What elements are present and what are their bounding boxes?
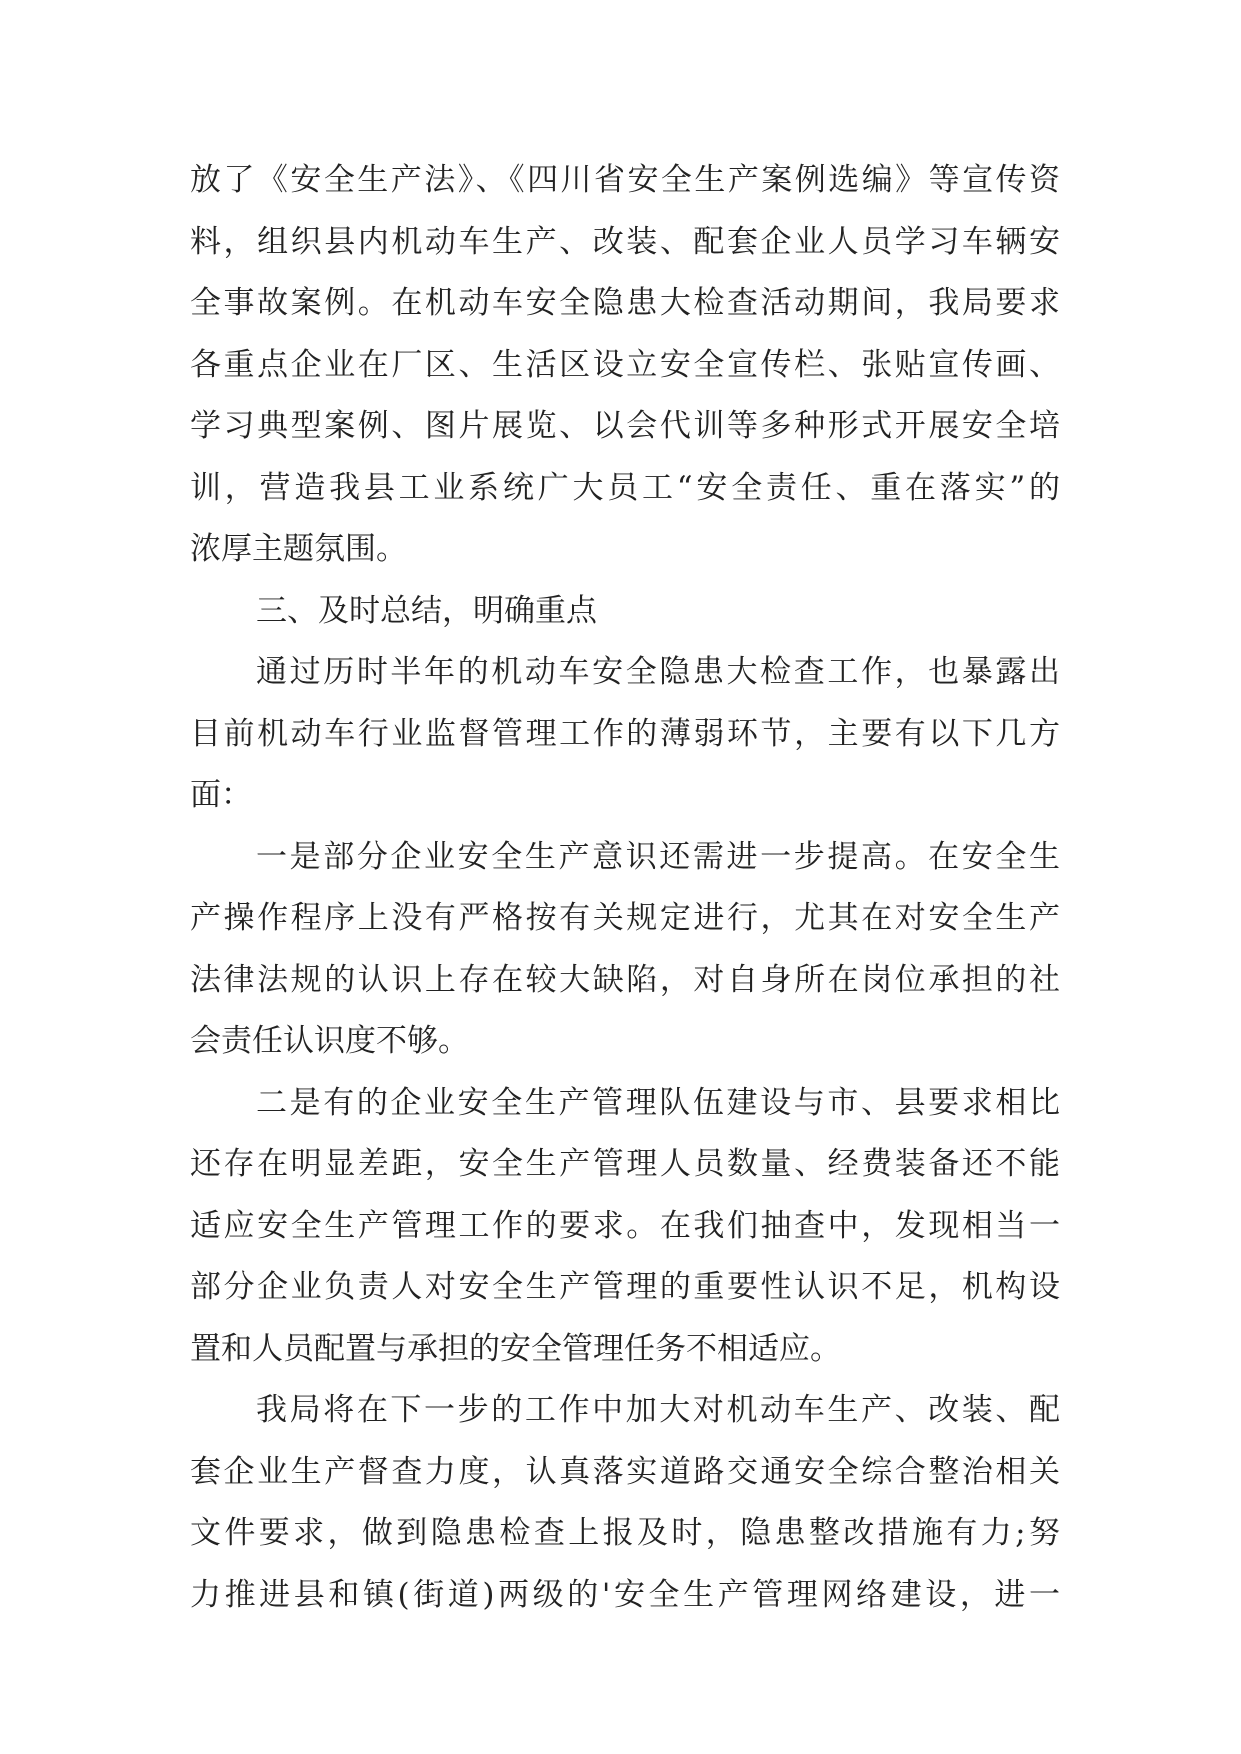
paragraph-line: 面： [190, 777, 252, 813]
paragraph-line: 各重点企业在厂区、生活区设立安全宣传栏、张贴宣传画、 [190, 346, 1060, 383]
paragraph-line: 一是部分企业安全生产意识还需进一步提高。在安全生 [256, 838, 1060, 875]
paragraph-line: 通过历时半年的机动车安全隐患大检查工作，也暴露出 [256, 654, 1060, 690]
paragraph-line: 还存在明显差距，安全生产管理人员数量、经费装备还不能 [190, 1146, 1060, 1182]
paragraph-line: 力推进县和镇(街道)两级的'安全生产管理网络建设，进一 [190, 1576, 1060, 1613]
paragraph-line: 置和人员配置与承担的安全管理任务不相适应。 [190, 1330, 841, 1367]
paragraph-line: 全事故案例。在机动车安全隐患大检查活动期间，我局要求 [190, 285, 1060, 321]
paragraph-line: 适应安全生产管理工作的要求。在我们抽查中，发现相当一 [190, 1207, 1060, 1244]
paragraph-line: 学习典型案例、图片展览、以会代训等多种形式开展安全培 [190, 408, 1060, 444]
paragraph-line: 浓厚主题氛围。 [190, 531, 407, 567]
paragraph-line: 会责任认识度不够。 [190, 1023, 469, 1059]
paragraph-line: 训，营造我县工业系统广大员工“安全责任、重在落实”的 [190, 469, 1060, 506]
paragraph-line: 目前机动车行业监督管理工作的薄弱环节，主要有以下几方 [190, 715, 1060, 752]
document-body [190, 150, 1060, 1626]
section-heading: 三、及时总结，明确重点 [256, 592, 597, 629]
paragraph-line: 产操作程序上没有严格按有关规定进行，尤其在对安全生产 [190, 900, 1060, 936]
paragraph-line: 文件要求，做到隐患检查上报及时，隐患整改措施有力;努 [190, 1515, 1060, 1551]
paragraph-line: 二是有的企业安全生产管理队伍建设与市、县要求相比 [256, 1084, 1060, 1121]
paragraph-line: 部分企业负责人对安全生产管理的重要性认识不足，机构设 [190, 1269, 1060, 1305]
paragraph-line: 料，组织县内机动车生产、改装、配套企业人员学习车辆安 [190, 223, 1060, 260]
paragraph-line: 套企业生产督查力度，认真落实道路交通安全综合整治相关 [190, 1453, 1060, 1490]
paragraph-line: 我局将在下一步的工作中加大对机动车生产、改装、配 [256, 1392, 1060, 1428]
paragraph-line: 放了《安全生产法》、《四川省安全生产案例选编》等宣传资 [190, 162, 1060, 198]
paragraph-line: 法律法规的认识上存在较大缺陷，对自身所在岗位承担的社 [190, 961, 1060, 998]
